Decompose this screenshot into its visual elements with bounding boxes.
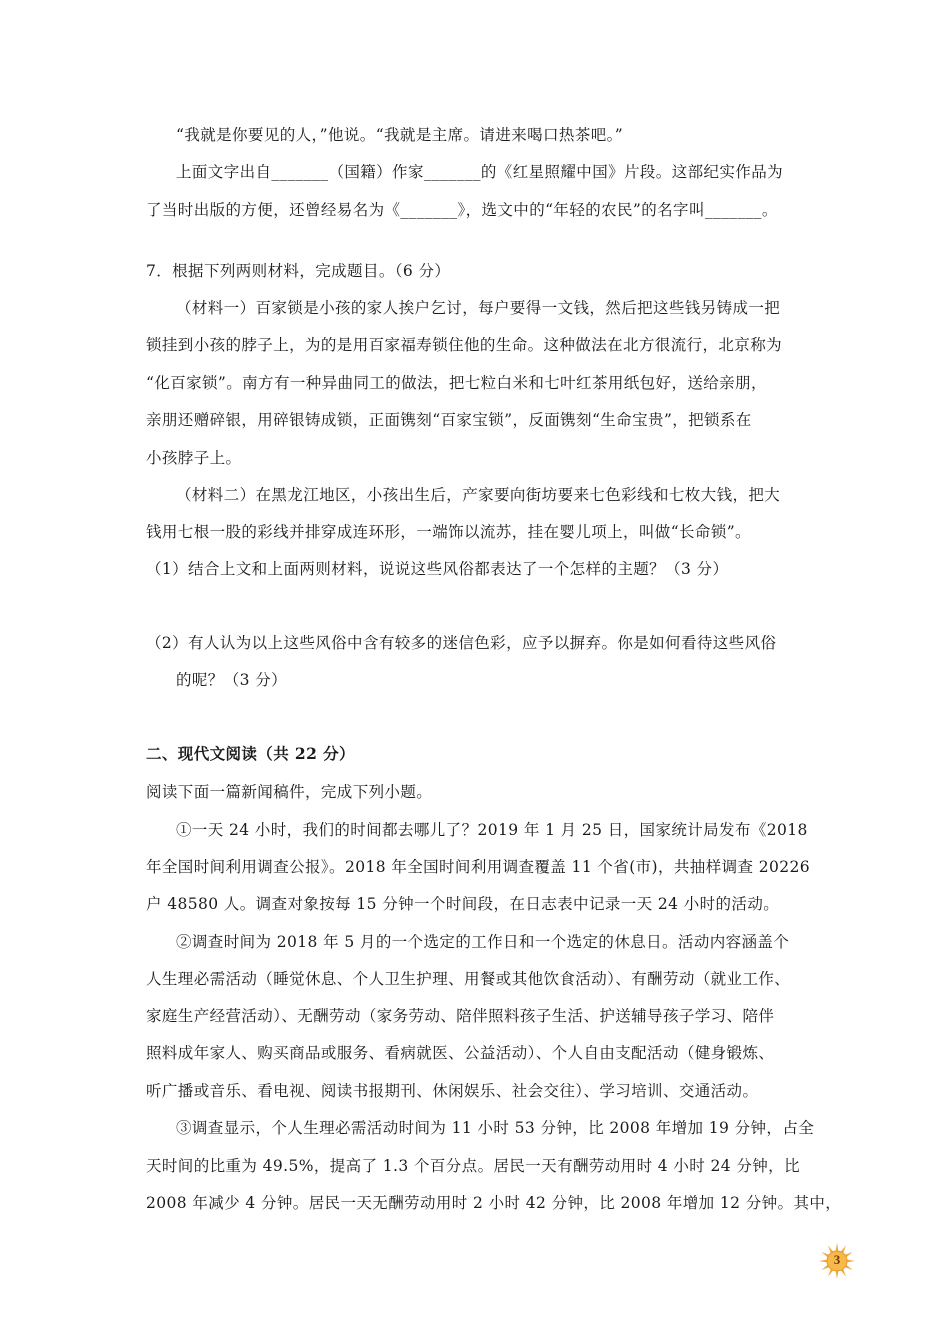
page-number-badge [818,1242,856,1280]
sub-question-2: 的呢？（3 分） [176,671,287,689]
sub-question-2: （2）有人认为以上这些风俗中含有较多的迷信色彩，应予以摒弃。你是如何看待这些风俗 [146,634,777,652]
page-number: 3 [833,1252,841,1267]
paragraph-line: 照料成年家人、购买商品或服务、看病就医、公益活动）、个人自由支配活动（健身锻炼、 [146,1044,775,1062]
material-1-line: （材料一）百家锁是小孩的家人挨户乞讨，每户要得一文钱，然后把这些钱另铸成一把 [176,299,781,317]
paragraph-line: 年全国时间利用调查公报》。2018 年全国时间利用调查覆盖 11 个省(市)，共抽样调查 20226 [146,858,811,876]
section-intro: 阅读下面一篇新闻稿件，完成下列小题。 [146,783,433,801]
question-title: 7．根据下列两则材料，完成题目。（6 分） [146,262,451,280]
q6-text-line: 上面文字出自_______（国籍）作家_______的《红星照耀中国》片段。这部纪实作品为 [176,163,784,181]
paragraph-line: 2008 年减少 4 分钟。居民一天无酬劳动用时 2 小时 42 分钟，比 2008 年增加 12 分钟。其中， [146,1194,842,1212]
material-2-line: 钱用七根一股的彩线并排穿成连环形，一端饰以流苏，挂在婴儿项上，叫做“长命锁”。 [146,523,751,541]
material-1-line: 锁挂到小孩的脖子上，为的是用百家福寿锁住他的生命。这种做法在北方很流行，北京称为 [146,336,783,354]
material-2-line: （材料二）在黑龙江地区，小孩出生后，产家要向街坊要来七色彩线和七枚大钱，把大 [176,486,781,504]
paragraph-line: ③调查显示，个人生理必需活动时间为 11 小时 53 分钟，比 2008 年增加 19 分钟，占全 [176,1119,815,1137]
paragraph-line: ②调查时间为 2018 年 5 月的一个选定的工作日和一个选定的休息日。活动内容涵盖个 [176,933,790,951]
quote-line: “我就是你要见的人，”他说。“我就是主席。请进来喝口热茶吧。” [176,126,624,144]
paragraph-line: 人生理必需活动（睡觉休息、个人卫生护理、用餐或其他饮食活动）、有酬劳动（就业工作、 [146,970,791,988]
material-1-line: 亲朋还赠碎银，用碎银铸成锁，正面镌刻“百家宝锁”，反面镌刻“生命宝贵”，把锁系在 [146,411,752,429]
section-heading: 二、现代文阅读（共 22 分） [146,744,355,763]
paragraph-line: 天时间的比重为 49.5%，提高了 1.3 个百分点。居民一天有酬劳动用时 4 小时 24 分钟，比 [146,1157,800,1175]
q6-text-line: 了当时出版的方便，还曾经易名为《_______》，选文中的“年轻的农民”的名字叫_______。 [146,201,778,219]
paragraph-line: ①一天 24 小时，我们的时间都去哪儿了？2019 年 1 月 25 日，国家统计局发布《2018 [176,821,808,839]
sub-question-1: （1）结合上文和上面两则材料，说说这些风俗都表达了一个怎样的主题？（3 分） [146,560,729,578]
paragraph-line: 户 48580 人。调查对象按每 15 分钟一个时间段，在日志表中记录一天 24 小时的活动。 [146,895,780,913]
paragraph-line: 听广播或音乐、看电视、阅读书报期刊、休闲娱乐、社会交往）、学习培训、交通活动。 [146,1082,759,1100]
material-1-line: “化百家锁”。南方有一种异曲同工的做法，把七粒白米和七叶红茶用纸包好，送给亲朋， [146,374,767,392]
paragraph-line: 家庭生产经营活动）、无酬劳动（家务劳动、陪伴照料孩子生活、护送辅导孩子学习、陪伴 [146,1007,775,1025]
material-1-line: 小孩脖子上。 [146,449,242,467]
